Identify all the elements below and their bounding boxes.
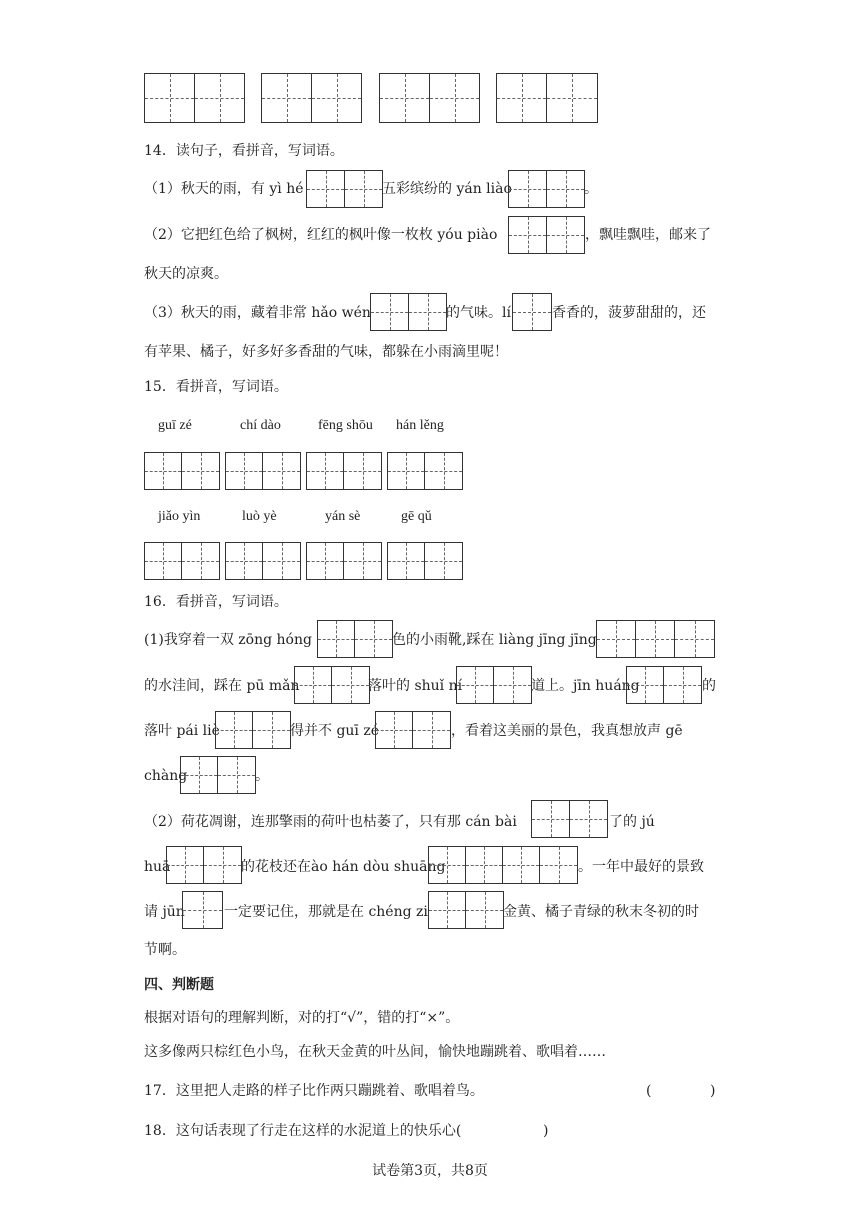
q16-p1-text-d: 落叶的 shuǐ ní [368,678,463,694]
q15-grid-5[interactable] [144,542,220,580]
q16-title: 16．看拼音，写词语。 [144,594,288,610]
q16-p2-grid-3[interactable] [428,846,578,884]
q14-s2-text-b: ，飘哇飘哇，邮来了 [585,227,711,243]
q14-s3-grid-2[interactable] [512,293,552,331]
q17-paren-open[interactable]: ( [646,1083,652,1099]
q15-pinyin-5: jiǎo yìn [158,509,201,524]
top-grid-2[interactable] [261,73,362,123]
top-grid-1[interactable] [144,73,245,123]
q15-pinyin-8: gē qǔ [401,509,432,524]
q15-pinyin-4: hán lěng [396,418,444,433]
q16-p2-text-h: 金黄、橘子青绿的秋末冬初的时 [503,904,699,920]
q16-p2-grid-5[interactable] [428,891,504,929]
q16-p1-grid-6[interactable] [215,711,291,749]
q16-p1-text-j: chàng [144,768,188,784]
q16-p2-text-i: 节啊。 [144,942,186,958]
q17-paren-close[interactable]: ) [710,1083,716,1099]
top-grid-3[interactable] [379,73,480,123]
q15-grid-8[interactable] [387,542,463,580]
q16-p1-text-f: 的 [702,678,716,694]
q15-pinyin-6: luò yè [242,509,277,524]
section4-instruction: 根据对语句的理解判断，对的打“√”，错的打“×”。 [144,1010,460,1026]
q14-s3-text-c: 香香的，菠萝甜甜的，还 [552,305,706,321]
q17-text: 17．这里把人走路的样子比作两只蹦跳着、歌唱着鸟。 [144,1083,484,1099]
q14-title: 14．读句子，看拼音，写词语。 [144,143,344,159]
q15-grid-1[interactable] [144,452,220,490]
q15-pinyin-1: guī zé [158,418,192,433]
q15-grid-2[interactable] [225,452,301,490]
section4-title: 四、判断题 [144,977,214,993]
q16-p2-text-a: （2）荷花凋谢，连那擎雨的荷叶也枯萎了，只有那 cán bài [144,814,517,830]
q16-p1-text-b: 色的小雨靴,踩在 liàng jīng jīng [392,632,597,648]
q15-grid-7[interactable] [306,542,382,580]
q16-p1-text-e: 道上。jīn huáng [531,678,640,694]
q16-p2-text-f: 请 jūn [144,904,185,920]
q15-grid-4[interactable] [387,452,463,490]
q14-s1-text-a: （1）秋天的雨，有 yì hé [144,181,304,197]
q14-s1-text-b: 五彩缤纷的 yán liào [382,181,512,197]
page-footer: 试卷第3页，共8页 [372,1163,488,1179]
q16-p1-grid-3[interactable] [294,666,370,704]
q16-p1-text-a: (1)我穿着一双 zōng hóng [144,632,312,648]
q16-p1-grid-5[interactable] [626,666,702,704]
q16-p2-text-d: 的花枝还在ào hán dòu shuāng [241,859,446,875]
q16-p1-grid-4[interactable] [456,666,532,704]
q14-s2-grid[interactable] [508,216,585,254]
q15-grid-6[interactable] [225,542,301,580]
q16-p2-grid-2[interactable] [166,846,242,884]
top-grid-4[interactable] [496,73,598,123]
q14-s3-grid-1[interactable] [370,293,447,331]
q18-text: 18．这句话表现了行走在这样的水泥道上的快乐心( [144,1123,462,1139]
q15-title: 15．看拼音，写词语。 [144,379,288,395]
q16-p1-text-g: 落叶 pái liè [144,723,220,739]
q16-p2-text-e: 。一年中最好的景致 [578,859,704,875]
q14-s2-text-c: 秋天的凉爽。 [144,266,228,282]
q16-p1-text-i: ，看着这美丽的景色，我真想放声 gē [451,723,683,739]
q16-p1-grid-1[interactable] [317,620,393,658]
q14-s3-text-b: 的气味。lí [446,305,511,321]
q15-pinyin-7: yán sè [325,509,361,524]
q16-p1-text-k: 。 [255,768,269,784]
q16-p1-grid-8[interactable] [180,756,256,794]
q16-p2-grid-4[interactable] [182,891,223,929]
q15-pinyin-3: fēng shōu [318,418,373,433]
q15-pinyin-2: chí dào [240,418,281,433]
q16-p1-text-h: 得并不 guī zé [290,723,380,739]
q16-p2-text-c: huā [144,859,171,875]
q18-paren-close[interactable]: ) [543,1123,549,1139]
q16-p2-text-g: 一定要记住，那就是在 chéng zi [224,904,428,920]
section4-passage: 这多像两只棕红色小鸟，在秋天金黄的叶丛间，愉快地蹦跳着、歌唱着…… [144,1044,606,1060]
q16-p1-grid-2[interactable] [596,620,715,658]
q14-s2-text-a: （2）它把红色给了枫树，红红的枫叶像一枚枚 yóu piào [144,227,498,243]
q14-s1-text-c: 。 [584,181,598,197]
q16-p1-grid-7[interactable] [375,711,451,749]
q14-s3-text-d: 有苹果、橘子，好多好多香甜的气味，都躲在小雨滴里呢！ [144,344,508,360]
q14-s1-grid-1[interactable] [306,170,383,208]
q16-p2-text-b: 了的 jú [609,814,655,830]
q14-s3-text-a: （3）秋天的雨，藏着非常 hǎo wén [144,305,371,321]
q14-s1-grid-2[interactable] [508,170,585,208]
q16-p2-grid-1[interactable] [531,800,608,838]
q15-grid-3[interactable] [306,452,382,490]
q16-p1-text-c: 的水洼间，踩在 pū mǎn [144,678,300,694]
